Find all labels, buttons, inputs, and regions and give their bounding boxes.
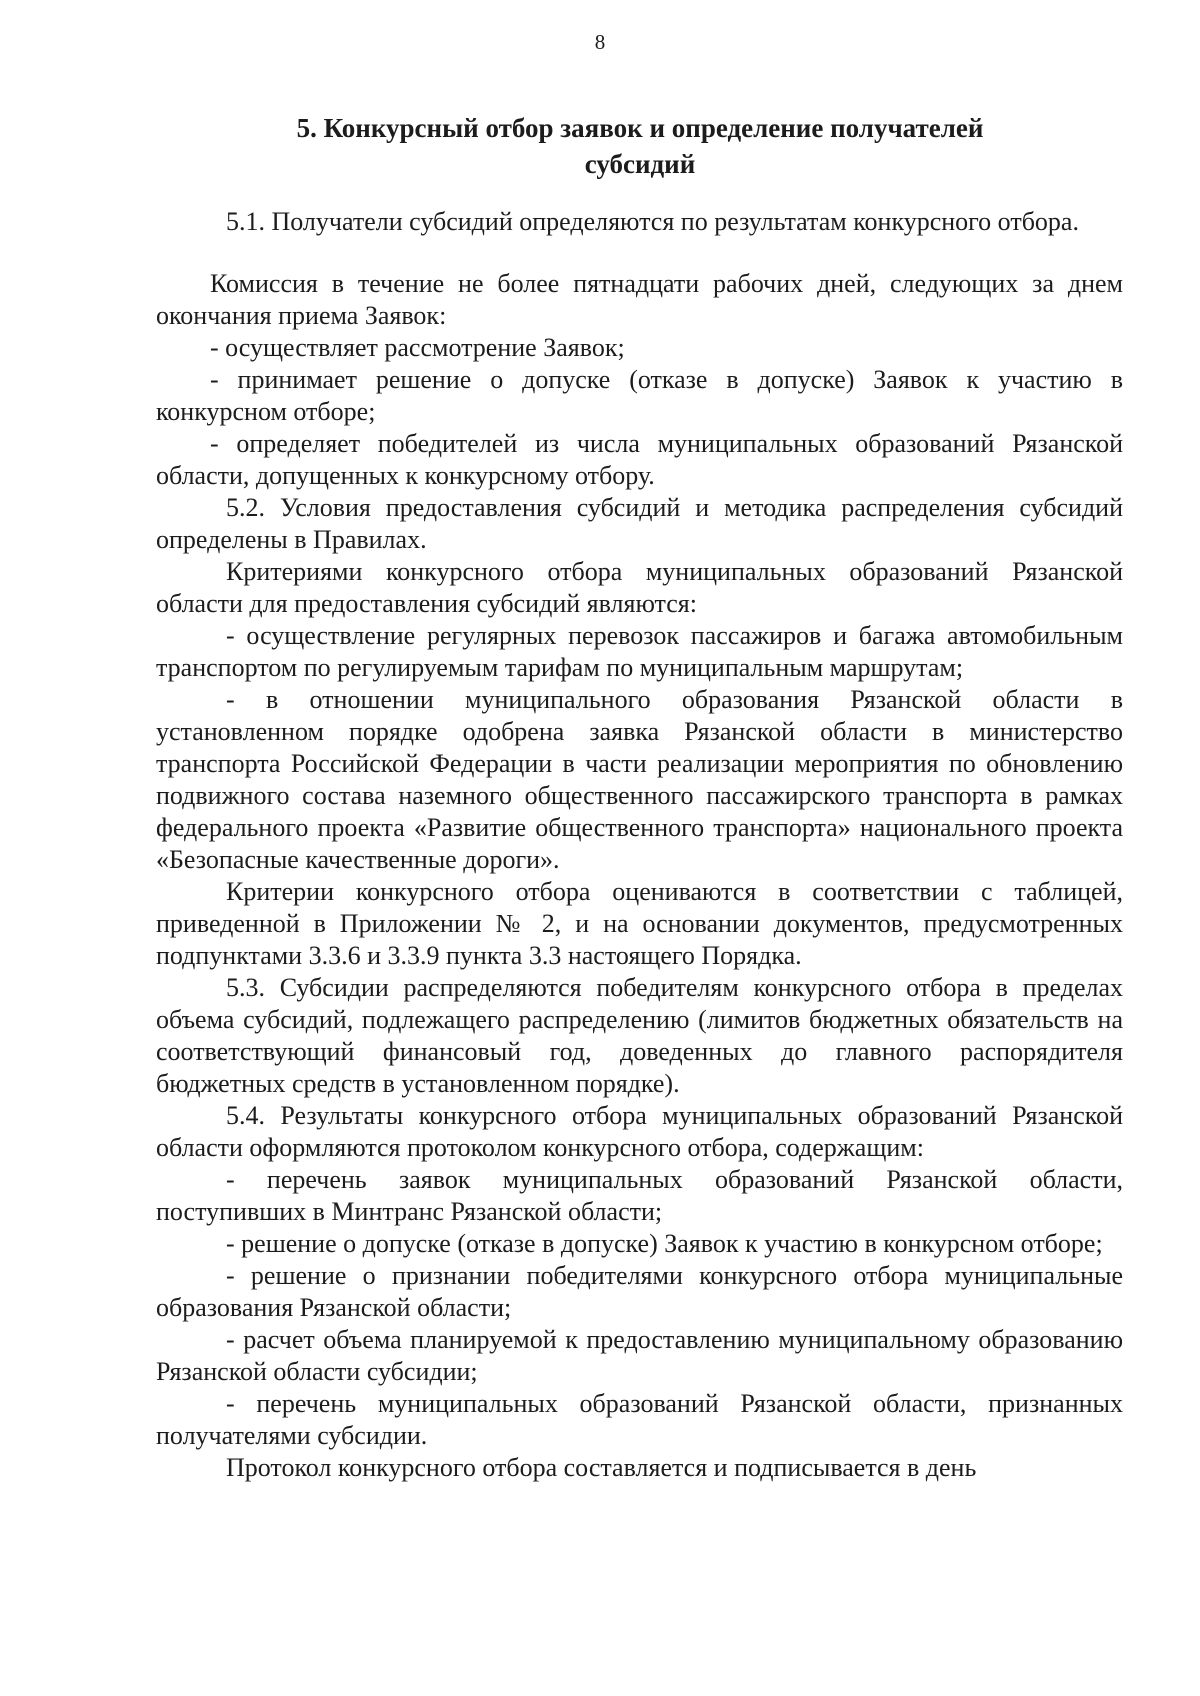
paragraph-5-4: 5.4. Результаты конкурсного отбора муниципальных образований Рязанской области оформляются протоколом конкурсного отбора, содержащим: bbox=[156, 1101, 1123, 1162]
paragraph-commission: Комиссия в течение не более пятнадцати рабочих дней, следующих за днем окончания приема Заявок: bbox=[156, 269, 1123, 330]
section-heading-line-2: субсидий bbox=[584, 149, 696, 179]
paragraph-5-2: 5.2. Условия предоставления субсидий и методика распределения субсидий определены в Правилах. bbox=[156, 493, 1123, 554]
list-item: - в отношении муниципального образования Рязанской области в установленном порядке одобрена заявка Рязанской области в министерство транспорта Российской Федерации в части реализации мероприятия по обновлению подвижного состава наземного общественного пассажирского транспорта в рамках федерального проекта «Развитие общественного транспорта» национального проекта «Безопасные качественные дороги». bbox=[156, 685, 1123, 874]
section-heading-line-1: 5. Конкурсный отбор заявок и определение получателей bbox=[296, 113, 984, 143]
list-item: - решение о допуске (отказе в допуске) Заявок к участию в конкурсном отборе; bbox=[226, 1229, 1103, 1258]
document-body bbox=[156, 206, 1123, 1484]
paragraph-criteria-evaluation: Критерии конкурсного отбора оцениваются в соответствии с таблицей, приведенной в Приложении № 2, и на основании документов, предусмотренных подпунктами 3.3.6 и 3.3.9 пункта 3.3 настоящего Порядка. bbox=[156, 877, 1123, 970]
page-number: 8 bbox=[594, 30, 606, 54]
paragraph-5-1: 5.1. Получатели субсидий определяются по результатам конкурсного отбора. bbox=[226, 207, 1079, 236]
list-item: - принимает решение о допуске (отказе в допуске) Заявок к участию в конкурсном отборе; bbox=[156, 365, 1123, 426]
list-item: - перечень муниципальных образований Рязанской области, признанных получателями субсидии. bbox=[156, 1389, 1123, 1450]
paragraph-protocol: Протокол конкурсного отбора составляется и подписывается в день bbox=[226, 1453, 977, 1482]
list-item: - перечень заявок муниципальных образований Рязанской области, поступивших в Минтранс Рязанской области; bbox=[156, 1165, 1123, 1226]
paragraph-criteria: Критериями конкурсного отбора муниципальных образований Рязанской области для предоставления субсидий являются: bbox=[156, 557, 1123, 618]
list-item: - определяет победителей из числа муниципальных образований Рязанской области, допущенных к конкурсному отбору. bbox=[156, 429, 1123, 490]
list-item: - решение о признании победителями конкурсного отбора муниципальные образования Рязанской области; bbox=[156, 1261, 1123, 1322]
paragraph-5-3: 5.3. Субсидии распределяются победителям конкурсного отбора в пределах объема субсидий, подлежащего распределению (лимитов бюджетных обязательств на соответствующий финансовый год, доведенных до главного распорядителя бюджетных средств в установленном порядке). bbox=[156, 973, 1123, 1098]
list-item: - расчет объема планируемой к предоставлению муниципальному образованию Рязанской области субсидии; bbox=[156, 1325, 1123, 1386]
section-heading bbox=[160, 110, 1120, 182]
list-item: - осуществление регулярных перевозок пассажиров и багажа автомобильным транспортом по регулируемым тарифам по муниципальным маршрутам; bbox=[156, 621, 1123, 682]
list-item: - осуществляет рассмотрение Заявок; bbox=[210, 333, 625, 362]
